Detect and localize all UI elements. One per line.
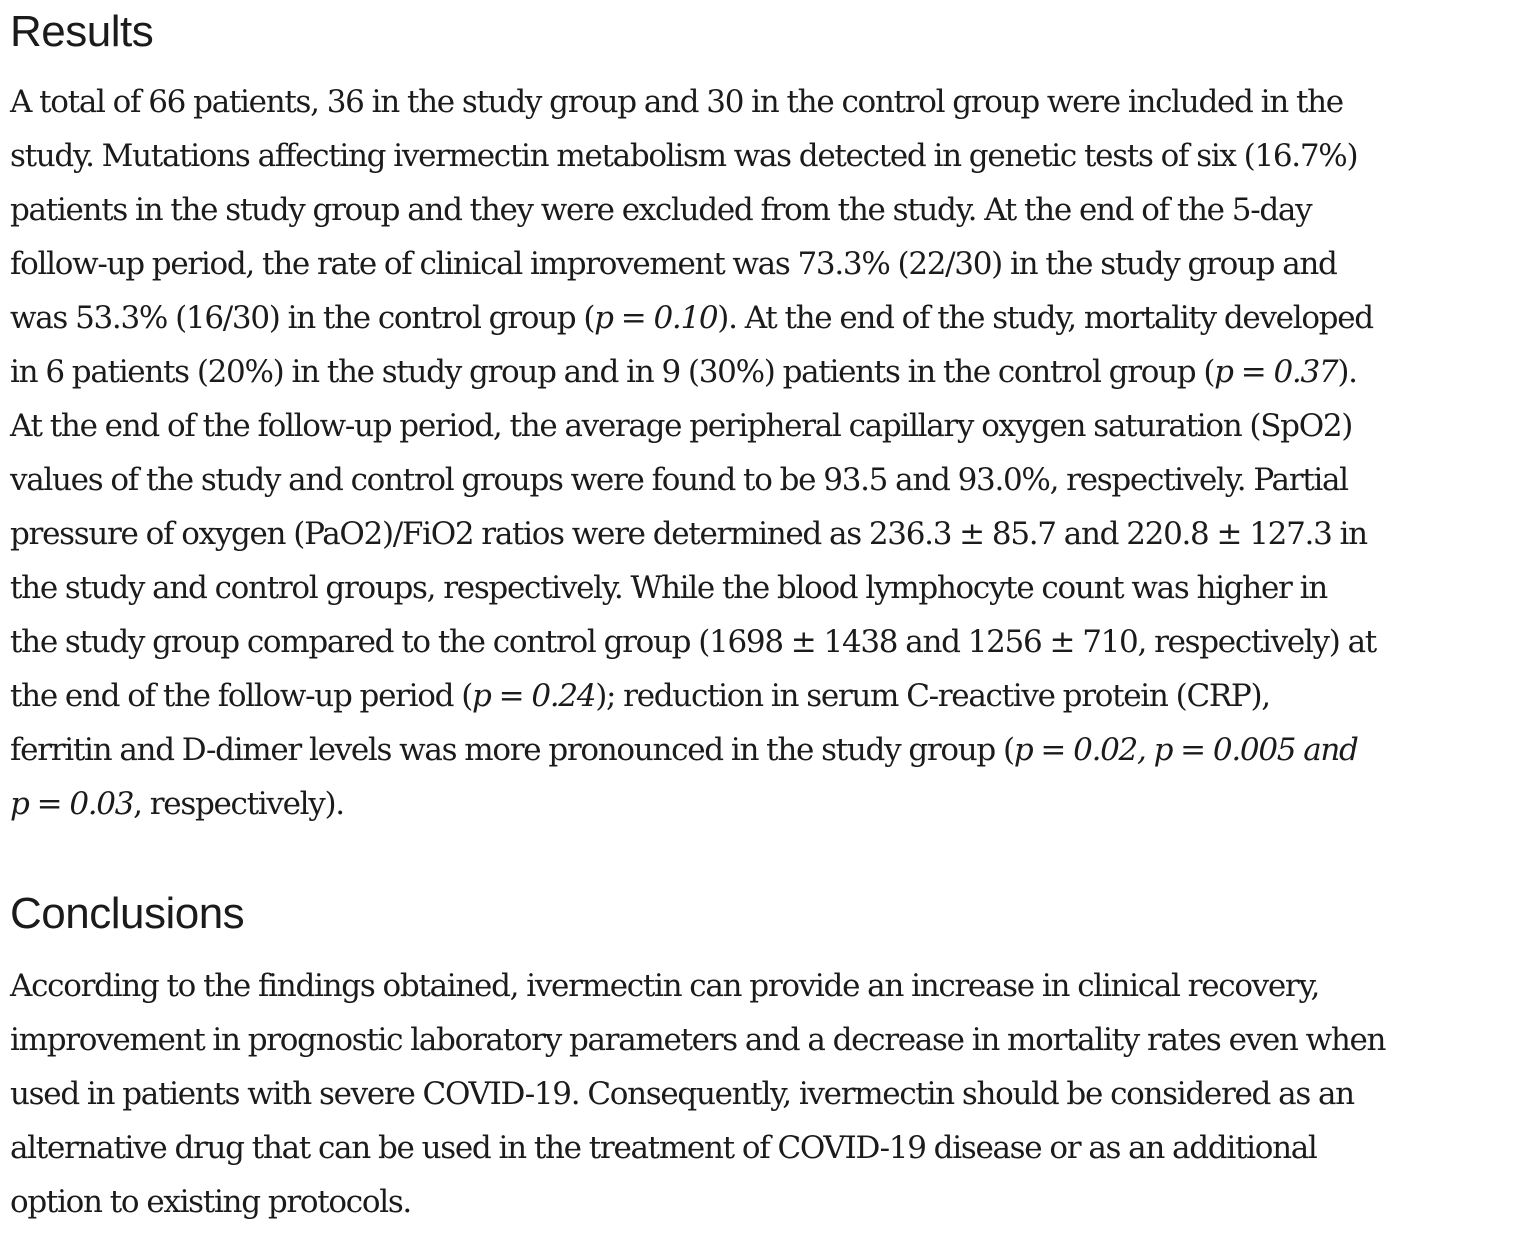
text-segment: follow-up period, the rate of clinical improvement was 73.3% (22/30) in the study group and [10, 246, 1337, 282]
text-line [10, 669, 1516, 723]
text-segment: At the end of the follow-up period, the average peripheral capillary oxygen saturation (SpO2) [10, 408, 1353, 444]
results-paragraph [10, 75, 1516, 831]
text-segment: used in patients with severe COVID-19. Consequently, ivermectin should be considered as an [10, 1076, 1354, 1112]
text-segment: patients in the study group and they were excluded from the study. At the end of the 5-day [10, 192, 1312, 228]
text-segment: values of the study and control groups were found to be 93.5 and 93.0%, respectively. Partial [10, 462, 1348, 498]
italic-text: p = 0.03 [10, 786, 134, 822]
text-line [10, 75, 1516, 129]
text-line [10, 399, 1516, 453]
text-segment: pressure of oxygen (PaO2)/FiO2 ratios were determined as 236.3 ± 85.7 and 220.8 ± 127.3 in [10, 516, 1367, 552]
text-line [10, 1175, 1516, 1229]
text-segment: A total of 66 patients, 36 in the study group and 30 in the control group were included in the [10, 84, 1343, 120]
text-segment: option to existing protocols. [10, 1184, 411, 1220]
text-segment: in 6 patients (20%) in the study group and in 9 (30%) patients in the control group ( [10, 354, 1215, 390]
text-line [10, 129, 1516, 183]
text-line [10, 237, 1516, 291]
text-line [10, 1067, 1516, 1121]
italic-text: p = 0.02, p = 0.005 and [1013, 732, 1358, 768]
text-line [10, 183, 1516, 237]
text-segment: was 53.3% (16/30) in the control group ( [10, 300, 595, 336]
text-line [10, 1013, 1516, 1067]
text-line [10, 507, 1516, 561]
italic-text: p = 0.37 [1214, 354, 1338, 390]
text-segment: , respectively). [133, 786, 344, 822]
text-line [10, 615, 1516, 669]
text-segment: ). At the end of the study, mortality developed [717, 300, 1373, 336]
text-segment: According to the findings obtained, ivermectin can provide an increase in clinical recovery, [10, 968, 1320, 1004]
text-line [10, 291, 1516, 345]
text-segment: ). [1337, 354, 1357, 390]
text-segment: the end of the follow-up period ( [10, 678, 473, 714]
results-heading: Results [10, 7, 154, 56]
text-line [10, 1121, 1516, 1175]
text-segment: alternative drug that can be used in the treatment of COVID-19 disease or as an additional [10, 1130, 1317, 1166]
text-segment: ); reduction in serum C-reactive protein (CRP), [595, 678, 1270, 714]
text-segment: study. Mutations affecting ivermectin metabolism was detected in genetic tests of six (16.7%) [10, 138, 1358, 174]
text-line [10, 345, 1516, 399]
text-line [10, 959, 1516, 1013]
text-line [10, 561, 1516, 615]
italic-text: p = 0.24 [472, 678, 596, 714]
text-line [10, 453, 1516, 507]
conclusions-paragraph [10, 959, 1516, 1229]
text-line [10, 723, 1516, 777]
italic-text: p = 0.10 [594, 300, 718, 336]
conclusions-heading: Conclusions [10, 889, 245, 938]
text-segment: the study and control groups, respectively. While the blood lymphocyte count was higher in [10, 570, 1327, 606]
text-segment: ferritin and D-dimer levels was more pronounced in the study group ( [10, 732, 1014, 768]
text-line [10, 777, 1516, 831]
text-segment: improvement in prognostic laboratory parameters and a decrease in mortality rates even when [10, 1022, 1386, 1058]
text-segment: the study group compared to the control group (1698 ± 1438 and 1256 ± 710, respectively) at [10, 624, 1376, 660]
